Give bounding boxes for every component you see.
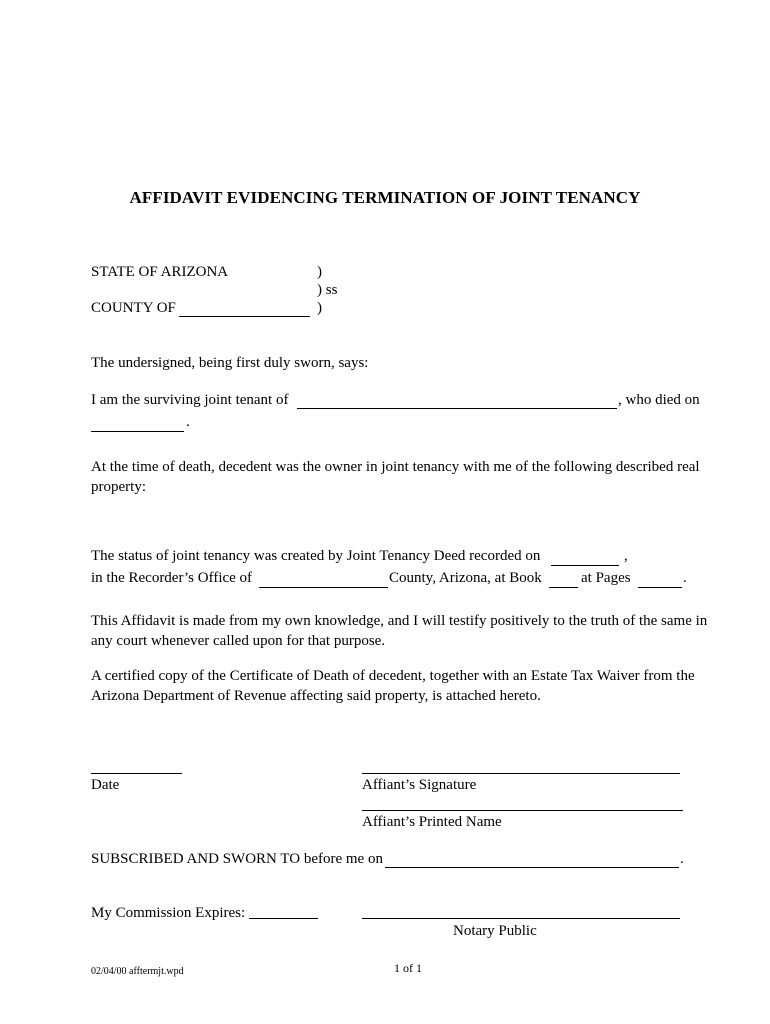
recording-period: . [683,570,687,586]
sworn-statement: SUBSCRIBED AND SWORN TO before me on [91,851,383,867]
venue-paren-3: ) [317,300,322,316]
sworn-date-blank[interactable] [385,867,679,868]
county-label: COUNTY OF [91,300,176,316]
pages-blank[interactable] [638,587,682,588]
document-title: AFFIDAVIT EVIDENCING TERMINATION OF JOINT TENANCY [129,188,641,207]
surviving-suffix: , who died on [618,392,700,408]
commission-label: My Commission Expires: [91,905,246,921]
affiant-printed-name-line[interactable] [362,810,683,811]
affiant-signature-line[interactable] [362,773,680,774]
deed-recorded-date-blank[interactable] [551,565,619,566]
death-date-blank[interactable] [91,431,184,432]
notary-signature-line[interactable] [362,918,680,919]
page-number: 1 of 1 [394,961,422,975]
recording-line1: The status of joint tenancy was created by Joint Tenancy Deed recorded on [91,548,541,564]
knowledge-paragraph: This Affidavit is made from my own knowledge, and I will testify positively to the truth of the same in any court whenever called upon for that purpose. [91,613,708,649]
affiant-printed-name-label: Affiant’s Printed Name [362,814,502,830]
intro-statement: The undersigned, being first duly sworn, says: [91,355,369,371]
date-label: Date [91,777,120,793]
recording-line2: in the Recorder’s Office of [91,570,253,586]
decedent-name-blank[interactable] [297,408,617,409]
book-blank[interactable] [549,587,578,588]
venue-paren-1: ) [317,264,322,280]
venue-paren-ss: ) ss [317,282,338,298]
surviving-prefix: I am the surviving joint tenant of [91,392,289,408]
county-blank[interactable] [179,316,310,317]
commission-expires-blank[interactable] [249,918,318,919]
date-signature-line[interactable] [91,773,182,774]
certificate-paragraph: A certified copy of the Certificate of Death of decedent, together with an Estate Tax Waiver from the Arizona Department of Revenue affecting said property, is attached hereto. [91,668,695,704]
sworn-period: . [680,851,684,867]
recorder-county-blank[interactable] [259,587,388,588]
state-label: STATE OF ARIZONA [91,264,229,280]
recording-pages-text: at Pages [581,570,631,586]
notary-public-label: Notary Public [453,923,537,939]
surviving-period: . [186,414,190,430]
affiant-signature-label: Affiant’s Signature [362,777,477,793]
ownership-paragraph: At the time of death, decedent was the owner in joint tenancy with me of the following described real property: [91,459,700,495]
footer-file-name: 02/04/00 afftermjt.wpd [91,966,184,977]
recording-comma: , [624,548,628,564]
recording-county-text: County, Arizona, at Book [389,570,542,586]
